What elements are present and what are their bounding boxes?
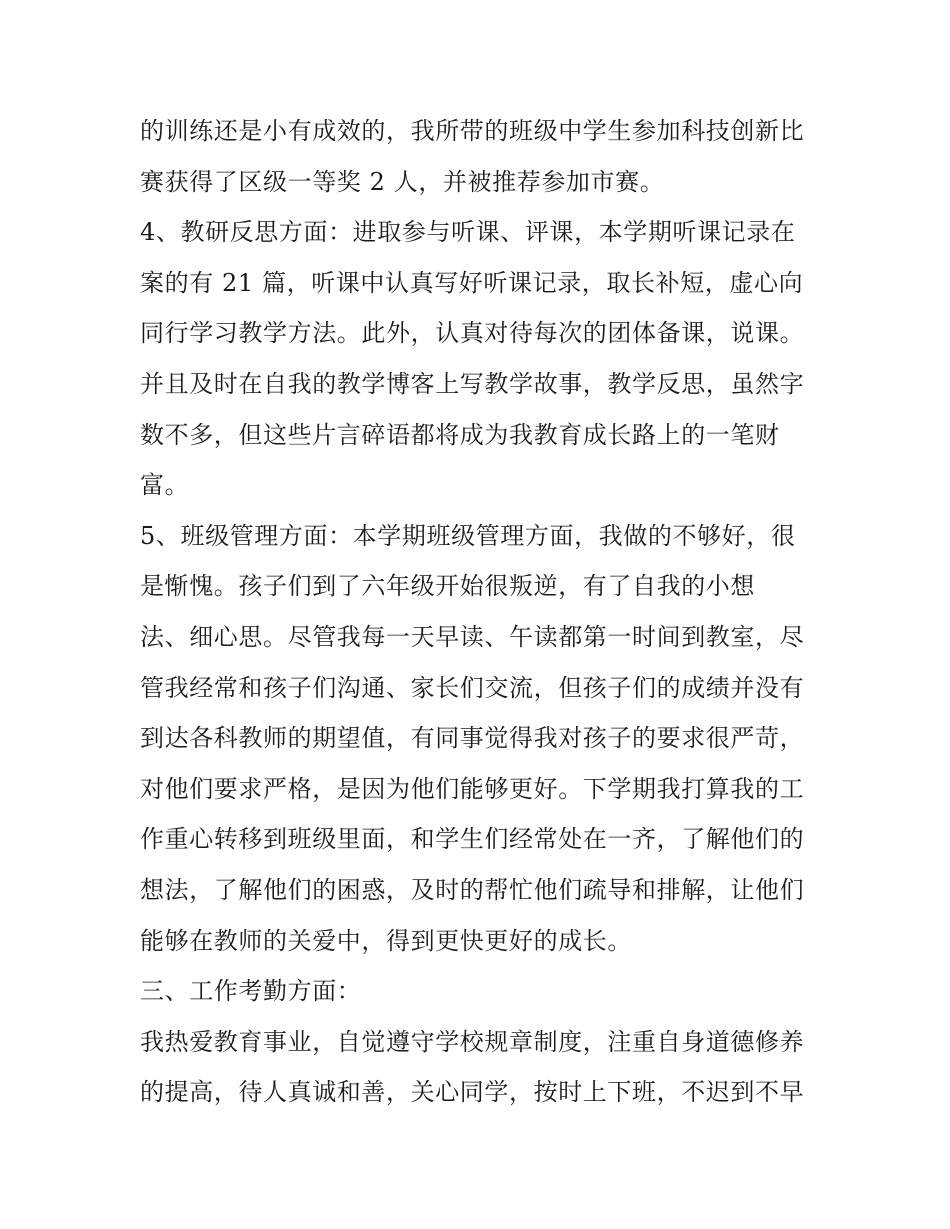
text-line: 的训练还是小有成效的，我所带的班级中学生参加科技创新比: [140, 117, 805, 145]
text-line: 是惭愧。孩子们到了六年级开始很叛逆，有了自我的小想: [140, 572, 755, 601]
text-line: 对他们要求严格，是因为他们能够更好。下学期我打算我的工: [140, 774, 805, 803]
text-line: 的提高，待人真诚和善，关心同学，按时上下班，不迟到不早: [140, 1078, 805, 1107]
document-page: [140, 106, 820, 1118]
text-line: 法、细心思。尽管我每一天早读、午读都第一时间到教室，尽: [140, 622, 805, 651]
text-line: 我热爱教育事业，自觉遵守学校规章制度，注重自身道德修养: [140, 1027, 805, 1056]
text-line: 数不多，但这些片言碎语都将成为我教育成长路上的一笔财: [140, 420, 780, 449]
text-line: 能够在教师的关爱中，得到更快更好的成长。: [140, 926, 632, 955]
text-line: 想法，了解他们的困惑，及时的帮忙他们疏导和排解，让他们: [140, 875, 805, 904]
text-line: 赛获得了区级一等奖 2 人，并被推荐参加市赛。: [140, 167, 665, 196]
text-line: 并且及时在自我的教学博客上写教学故事，教学反思，虽然字: [140, 369, 805, 398]
text-line: 案的有 21 篇，听课中认真写好听课记录，取长补短，虚心向: [140, 268, 804, 297]
text-line: 作重心转移到班级里面，和学生们经常处在一齐，了解他们的: [140, 825, 805, 854]
text-line: 5、班级管理方面：本学期班级管理方面，我做的不够好，很: [140, 521, 796, 550]
text-line: 到达各科教师的期望值，有同事觉得我对孩子的要求很严苛，: [140, 724, 805, 753]
text-line: 同行学习教学方法。此外，认真对待每次的团体备课，说课。: [140, 319, 805, 348]
text-line: 管我经常和孩子们沟通、家长们交流，但孩子们的成绩并没有: [140, 673, 805, 702]
text-line: 富。: [140, 471, 190, 500]
text-line: 4、教研反思方面：进取参与听课、评课，本学期听课记录在: [140, 218, 796, 247]
section-heading: 三、工作考勤方面：: [140, 977, 362, 1006]
